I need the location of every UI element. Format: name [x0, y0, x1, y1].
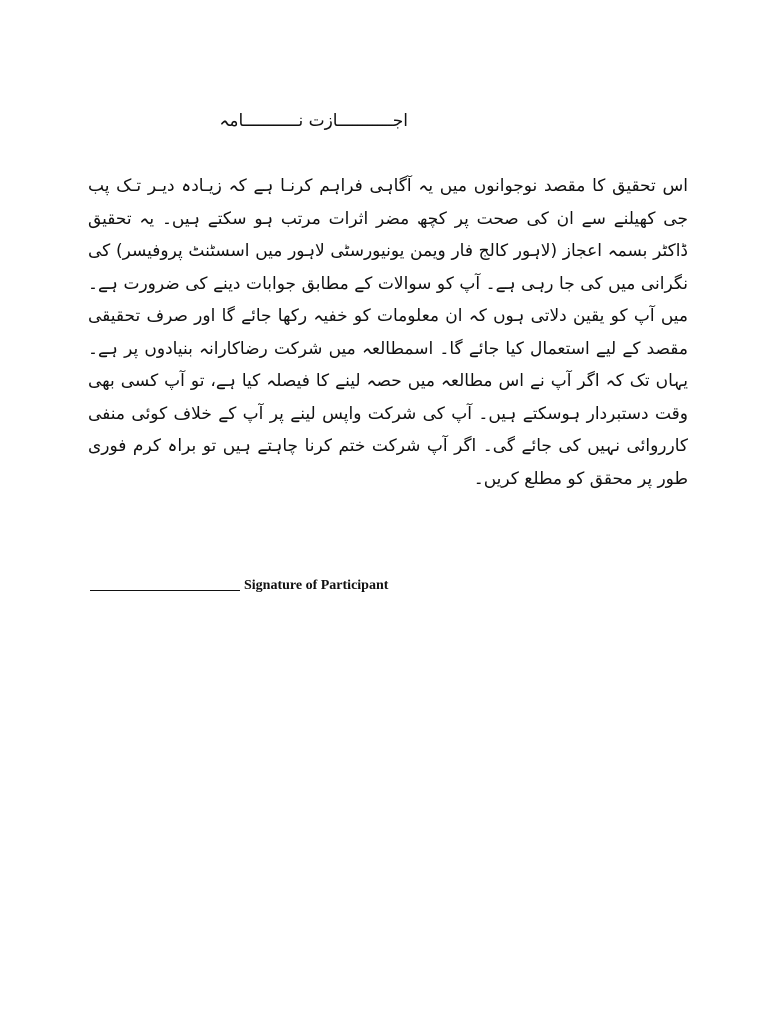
- consent-paragraph: اس تحقیق کا مقصد نوجوانوں میں یہ آگاہی فراہم کرنـا ہے کہ زیـادہ دیـر تـک پب جی کھیلنے سے ان کی صحت پر کچھ مضر اثرات مرتب ہو سکتے ہیں۔ یہ تحقیق ڈاکٹر بسمہ اعجاز (لاہور کالج فار ویمن یونیورسٹی لاہور میں اسسٹنٹ پروفیسر) کی نگرانی میں کی جا رہی ہے۔ آپ کو سوالات کے مطابق جوابات دینے کی ضرورت ہے۔ میں آپ کو یقین دلاتی ہوں کہ ان معلومات کو خفیہ رکھا جائے گا اور صرف تحقیقی مقصد کے لیے استعمال کیا جائے گا۔ اسمطالعہ میں شرکت رضاکارانہ بنیادوں پر ہے۔ یہاں تک کہ اگر آپ نے اس مطالعہ میں حصہ لینے کا فیصلہ کیا ہے، تو آپ کسی بھی وقت دستبردار ہوسکتے ہیں۔ آپ کی شرکت واپس لینے پر آپ کے خلاف کوئی منفی کارروائی نہیں کی جائے گی۔ اگر آپ شرکت ختم کرنا چاہتے ہیں تو براہ کرم فوری طور پر محقق کو مطلع کریں۔: [88, 176, 688, 489]
- signature-block: [90, 578, 388, 594]
- signature-line: [90, 590, 240, 591]
- signature-label: Signature of Participant: [244, 578, 389, 593]
- document-title: اجـــــــــــازت نـــــــــــامہ: [219, 111, 408, 131]
